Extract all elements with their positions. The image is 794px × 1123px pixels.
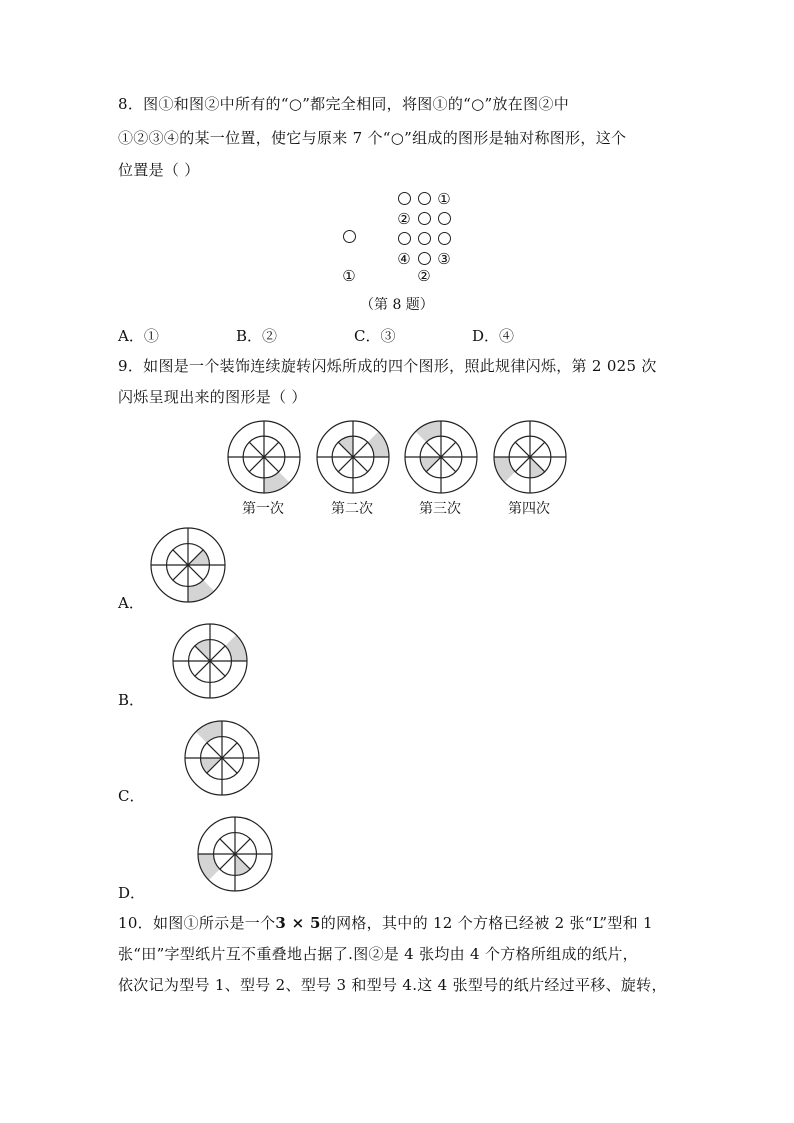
- shaded-inner-sector: [338, 436, 353, 457]
- shaded-inner-sector: [530, 457, 545, 478]
- grid-circle-icon: [398, 232, 411, 245]
- sequence-wheel-3: [403, 419, 479, 495]
- grid-position-label: ②: [397, 210, 411, 228]
- option-wheel: [196, 815, 274, 893]
- shaded-outer-sector: [368, 432, 389, 457]
- grid-circle-icon: [418, 232, 431, 245]
- shaded-outer-sector: [264, 472, 289, 493]
- shaded-inner-sector: [195, 640, 210, 661]
- option-wheel: [149, 526, 227, 604]
- q8-option-c[interactable]: [354, 326, 396, 346]
- option-letter: A．: [118, 594, 144, 612]
- q10-text-line1: [118, 913, 653, 933]
- sequence-caption: 第一次: [242, 501, 284, 517]
- q8-text-line2: ①②③④的某一位置，使它与原来 7 个“○”组成的图形是轴对称图形，这个: [118, 129, 627, 147]
- q9-text-line2: 闪烁呈现出来的图形是（ ）: [118, 388, 307, 406]
- option-text: ④: [499, 327, 515, 345]
- q8-option-a[interactable]: [118, 326, 159, 346]
- figure1-circle-icon: [343, 230, 356, 243]
- option-letter: D．: [472, 327, 500, 345]
- q10-math: 3 × 5: [275, 914, 321, 932]
- grid-circle-icon: [418, 252, 431, 265]
- option-letter: D．: [118, 884, 146, 902]
- shaded-outer-sector: [416, 421, 441, 442]
- grid-position-label: ③: [437, 250, 451, 268]
- sequence-caption: 第四次: [508, 501, 550, 517]
- q8-option-b[interactable]: [236, 326, 277, 346]
- shaded-outer-sector: [196, 721, 222, 743]
- shaded-outer-sector: [188, 580, 214, 602]
- q10-text-a: 10．如图①所示是一个: [118, 914, 276, 932]
- option-letter: B．: [118, 691, 145, 709]
- grid-circle-icon: [418, 212, 431, 225]
- grid-circle-icon: [438, 232, 451, 245]
- q8-text-line1: 8．图①和图②中所有的“○”都完全相同，将图①的“○”放在图②中: [118, 95, 569, 113]
- q10-text-line3: 依次记为型号 1、型号 2、型号 3 和型号 4.这 4 张型号的纸片经过平移、旋转，: [118, 976, 667, 994]
- shaded-outer-sector: [225, 635, 247, 661]
- shaded-inner-sector: [188, 550, 209, 565]
- shaded-inner-sector: [420, 457, 441, 472]
- figure2-label: ②: [417, 267, 431, 285]
- q8-figure-caption: （第 8 题）: [360, 297, 434, 313]
- sequence-caption: 第三次: [419, 501, 461, 517]
- q10-text-b: 的网格，其中的 12 个方格已经被 2 张“L”型和 1: [320, 914, 653, 932]
- shaded-inner-sector: [235, 854, 250, 875]
- sequence-wheel-2: [315, 419, 391, 495]
- grid-position-label: ①: [437, 190, 451, 208]
- option-letter: A．: [118, 327, 144, 345]
- sequence-wheel-4: [492, 419, 568, 495]
- sequence-caption: 第二次: [331, 501, 373, 517]
- option-letter: C．: [354, 327, 381, 345]
- grid-circle-icon: [398, 192, 411, 205]
- sequence-wheel-1: [226, 419, 302, 495]
- figure1-label: ①: [342, 267, 356, 285]
- q8-option-d[interactable]: [472, 326, 514, 346]
- shaded-outer-sector: [198, 854, 220, 880]
- option-text: ②: [262, 327, 278, 345]
- shaded-inner-sector: [201, 758, 222, 773]
- option-wheel: [171, 622, 249, 700]
- shaded-outer-sector: [494, 457, 515, 482]
- grid-position-label: ④: [397, 250, 411, 268]
- q10-text-line2: 张“田”字型纸片互不重叠地占据了.图②是 4 张均由 4 个方格所组成的纸片，: [118, 945, 638, 963]
- grid-circle-icon: [438, 212, 451, 225]
- option-text: ①: [143, 327, 159, 345]
- option-wheel: [183, 719, 261, 797]
- q8-text-line3: 位置是（ ）: [118, 161, 200, 179]
- q9-text-line1: 9．如图是一个装饰连续旋转闪烁所成的四个图形，照此规律闪烁，第 2 025 次: [118, 357, 657, 375]
- grid-circle-icon: [418, 192, 431, 205]
- option-text: ③: [380, 327, 396, 345]
- option-letter: B．: [236, 327, 263, 345]
- option-letter: C．: [118, 787, 145, 805]
